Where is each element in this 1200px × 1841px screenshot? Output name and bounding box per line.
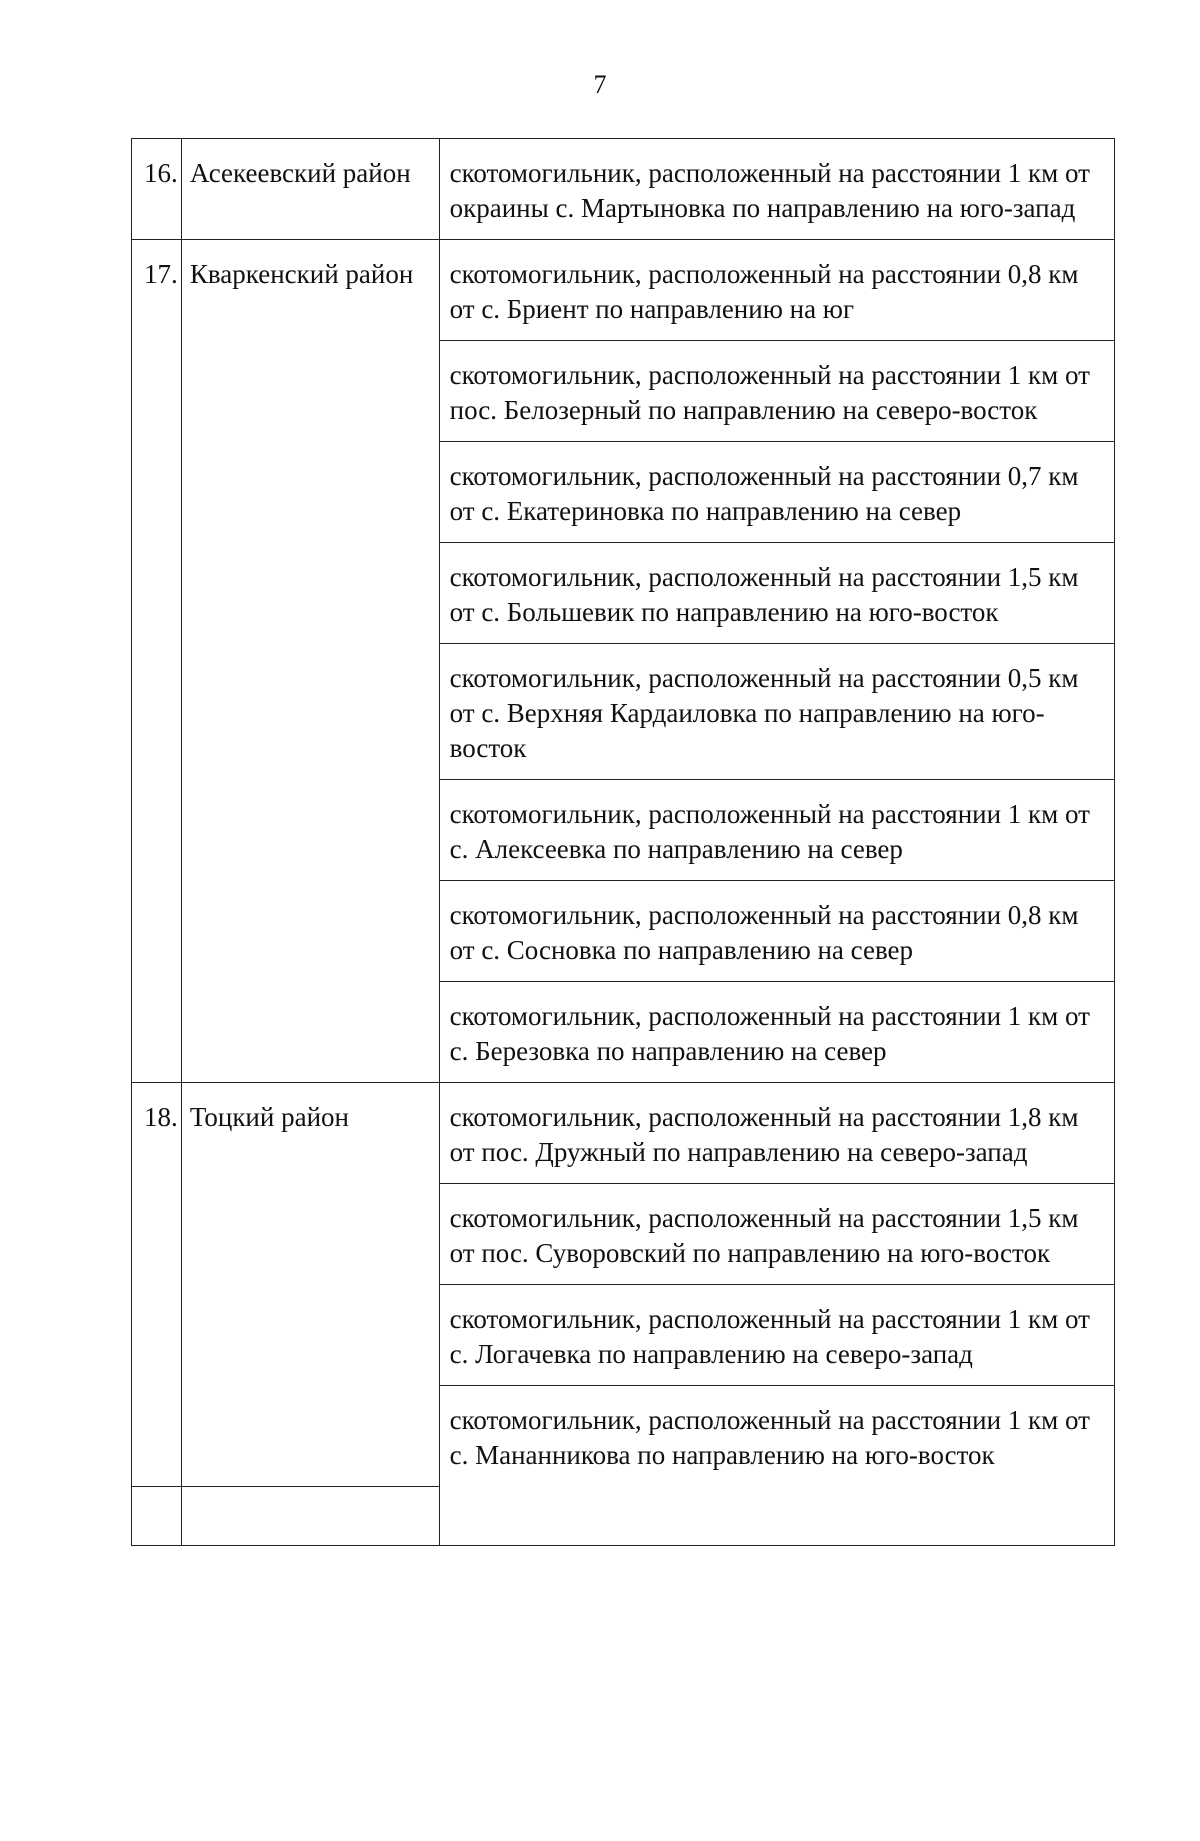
row-number: 16. [132,139,182,240]
empty-cell [181,1486,439,1545]
site-description: скотомогильник, расположенный на расстоянии 1,5 км от пос. Суворовский по направлению на юго-восток [439,1184,1114,1285]
site-description: скотомогильник, расположенный на расстоянии 1 км от с. Березовка по направлению на север [439,982,1114,1083]
site-description: скотомогильник, расположенный на расстоянии 0,8 км от с. Бриент по направлению на юг [439,240,1114,341]
table-row [132,139,1115,240]
site-description: скотомогильник, расположенный на расстоянии 1 км от окраины с. Мартыновка по направлению на юго-запад [439,139,1114,240]
row-number: 17. [132,240,182,1083]
district-name: Тоцкий район [181,1083,439,1487]
site-description: скотомогильник, расположенный на расстоянии 0,7 км от с. Екатериновка по направлению на север [439,442,1114,543]
row-number: 18. [132,1083,182,1487]
site-description: скотомогильник, расположенный на расстоянии 1 км от с. Мананникова по направлению на юго-восток [439,1386,1114,1487]
cattle-burial-sites-table [131,138,1115,1546]
site-description: скотомогильник, расположенный на расстоянии 1 км от пос. Белозерный по направлению на северо-восток [439,341,1114,442]
site-description: скотомогильник, расположенный на расстоянии 1,5 км от с. Большевик по направлению на юго-восток [439,543,1114,644]
site-description: скотомогильник, расположенный на расстоянии 0,5 км от с. Верхняя Кардаиловка по направлению на юго-восток [439,644,1114,780]
district-name: Асекеевский район [181,139,439,240]
site-description: скотомогильник, расположенный на расстоянии 1 км от с. Логачевка по направлению на северо-запад [439,1285,1114,1386]
table-row [132,1083,1115,1184]
empty-cell [132,1486,182,1545]
table-row-tail [132,1486,1115,1545]
table-row [132,240,1115,341]
site-description: скотомогильник, расположенный на расстоянии 1 км от с. Алексеевка по направлению на север [439,780,1114,881]
district-name: Кваркенский район [181,240,439,1083]
page-number: 7 [593,70,607,99]
site-description: скотомогильник, расположенный на расстоянии 1,8 км от пос. Дружный по направлению на северо-запад [439,1083,1114,1184]
site-description: скотомогильник, расположенный на расстоянии 0,8 км от с. Сосновка по направлению на север [439,881,1114,982]
empty-cell [439,1486,1114,1545]
